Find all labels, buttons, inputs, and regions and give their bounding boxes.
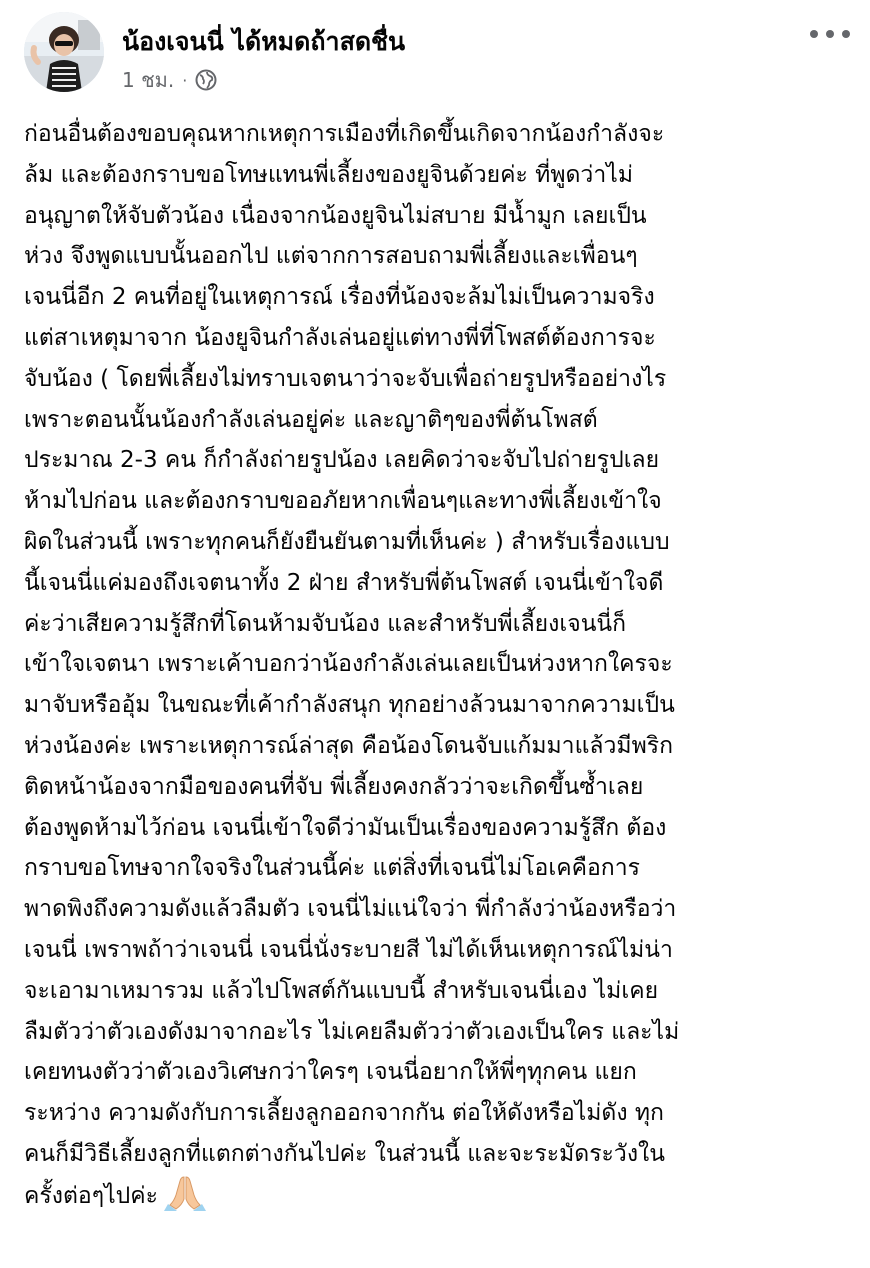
post-line: แต่สาเหตุมาจาก น้องยูจินกำลังเล่นอยู่แต่ทางพี่ที่โพสต์ต้องการจะ [24, 324, 656, 351]
post-line: กราบขอโทษจากใจจริงในส่วนนี้ค่ะ แต่สิ่งที่เจนนี่ไม่โอเคคือการ [24, 855, 641, 882]
post-line: เจนนี่ เพราพถ้าว่าเจนนี่ เจนนี่นั่งระบายสี ไม่ได้เห็นเหตุการณ์ไม่น่า [24, 936, 673, 963]
post-line: เข้าใจเจตนา เพราะเค้าบอกว่าน้องกำลังเล่นเลยเป็นห่วงหากใครจะ [24, 651, 673, 678]
post-line-last [24, 1175, 846, 1217]
post-line: ประมาณ 2-3 คน ก็กำลังถ่ายรูปน้อง เลยคิดว่าจะจับไปถ่ายรูปเลย [24, 447, 660, 474]
post-line: ลืมตัวว่าตัวเองดังมาจากอะไร ไม่เคยลืมตัวว่าตัวเองเป็นใคร และไม่ [24, 1018, 680, 1045]
post-timestamp[interactable]: 1 ชม. [122, 68, 175, 92]
post-line: เคยทนงตัวว่าตัวเองวิเศษกว่าใครๆ เจนนี่อยากให้พี่ๆทุกคน แยก [24, 1059, 637, 1086]
post-line: ค่ะว่าเสียความรู้สึกที่โดนห้ามจับน้อง และสำหรับพี่เลี้ยงเจนนี่ก็ [24, 610, 627, 637]
post-header [22, 10, 852, 94]
post-line: เพราะตอนนั้นน้องกำลังเล่นอยู่ค่ะ และญาติๆของพี่ต้นโพสต์ [24, 406, 598, 433]
post-line: ห่วงน้องค่ะ เพราะเหตุการณ์ล่าสุด คือน้องโดนจับแก้มมาแล้วมีพริก [24, 732, 674, 759]
folded-hands-icon [164, 1175, 206, 1211]
more-dot [826, 30, 834, 38]
post-line: ล้ม และต้องกราบขอโทษแทนพี่เลี้ยงของยูจินด้วยค่ะ ที่พูดว่าไม่ [24, 161, 633, 188]
post-line: นี้เจนนี่แค่มองถึงเจตนาทั้ง 2 ฝ่าย สำหรับพี่ต้นโพสต์ เจนนี่เข้าใจดี [24, 569, 664, 596]
post-line: ระหว่าง ความดังกับการเลี้ยงลูกออกจากกัน ต่อให้ดังหรือไม่ดัง ทุก [24, 1100, 664, 1127]
post-line: ผิดในส่วนนี้ เพราะทุกคนก็ยังยืนยันตามที่เห็นค่ะ ) สำหรับเรื่องแบบ [24, 528, 670, 555]
post-line: มาจับหรืออุ้ม ในขณะที่เค้ากำลังสนุก ทุกอย่างล้วนมาจากความเป็น [24, 692, 675, 719]
post-line-text: ครั้งต่อๆไปค่ะ [24, 1182, 158, 1209]
post-line: เจนนี่อีก 2 คนที่อยู่ในเหตุการณ์ เรื่องที่น้องจะล้มไม่เป็นความจริง [24, 284, 655, 311]
post-line: จับน้อง ( โดยพี่เลี้ยงไม่ทราบเจตนาว่าจะจับเพื่อถ่ายรูปหรืออย่างไร [24, 365, 667, 392]
post-line: ก่อนอื่นต้องขอบคุณหากเหตุการเมืองที่เกิดขึ้นเกิดจากน้องกำลังจะ [24, 121, 665, 147]
post-line: คนก็มีวิธีเลี้ยงลูกที่แตกต่างกันไปค่ะ ในส่วนนี้ และจะระมัดระวังใน [24, 1140, 666, 1167]
post-line: จะเอามาเหมารวม แล้วไปโพสต์กันแบบนี้ สำหรับเจนนี่เอง ไม่เคย [24, 977, 659, 1004]
post-line: ต้องพูดห้ามไว้ก่อน เจนนี่เข้าใจดีว่ามันเป็นเรื่องของความรู้สึก ต้อง [24, 814, 667, 841]
avatar[interactable] [24, 12, 104, 92]
globe-icon[interactable] [195, 69, 217, 91]
post-line: ห้ามไปก่อน และต้องกราบขออภัยหากเพื่อนๆและทางพี่เลี้ยงเข้าใจ [24, 488, 662, 515]
meta-separator: · [182, 70, 188, 90]
post-meta [122, 64, 217, 96]
post-line: ห่วง จึงพูดแบบนั้นออกไป แต่จากการสอบถามพี่เลี้ยงและเพื่อนๆ [24, 243, 638, 270]
more-dot [810, 30, 818, 38]
avatar-photo [24, 12, 104, 92]
post-line: พาดพิงถึงความดังแล้วลืมตัว เจนนี่ไม่แน่ใจว่า พี่กำลังว่าน้องหรือว่า [24, 896, 677, 923]
post-body [24, 114, 846, 1217]
more-options-icon[interactable] [810, 24, 850, 44]
post-line: ติดหน้าน้องจากมือของคนที่จับ พี่เลี้ยงคงกลัวว่าจะเกิดขึ้นซ้ำเลย [24, 773, 644, 800]
post-line: อนุญาตให้จับตัวน้อง เนื่องจากน้องยูจินไม่สบาย มีน้ำมูก เลยเป็น [24, 202, 647, 229]
author-name[interactable]: น้องเจนนี่ ได้หมดถ้าสดชื่น [122, 27, 406, 56]
more-dot [842, 30, 850, 38]
